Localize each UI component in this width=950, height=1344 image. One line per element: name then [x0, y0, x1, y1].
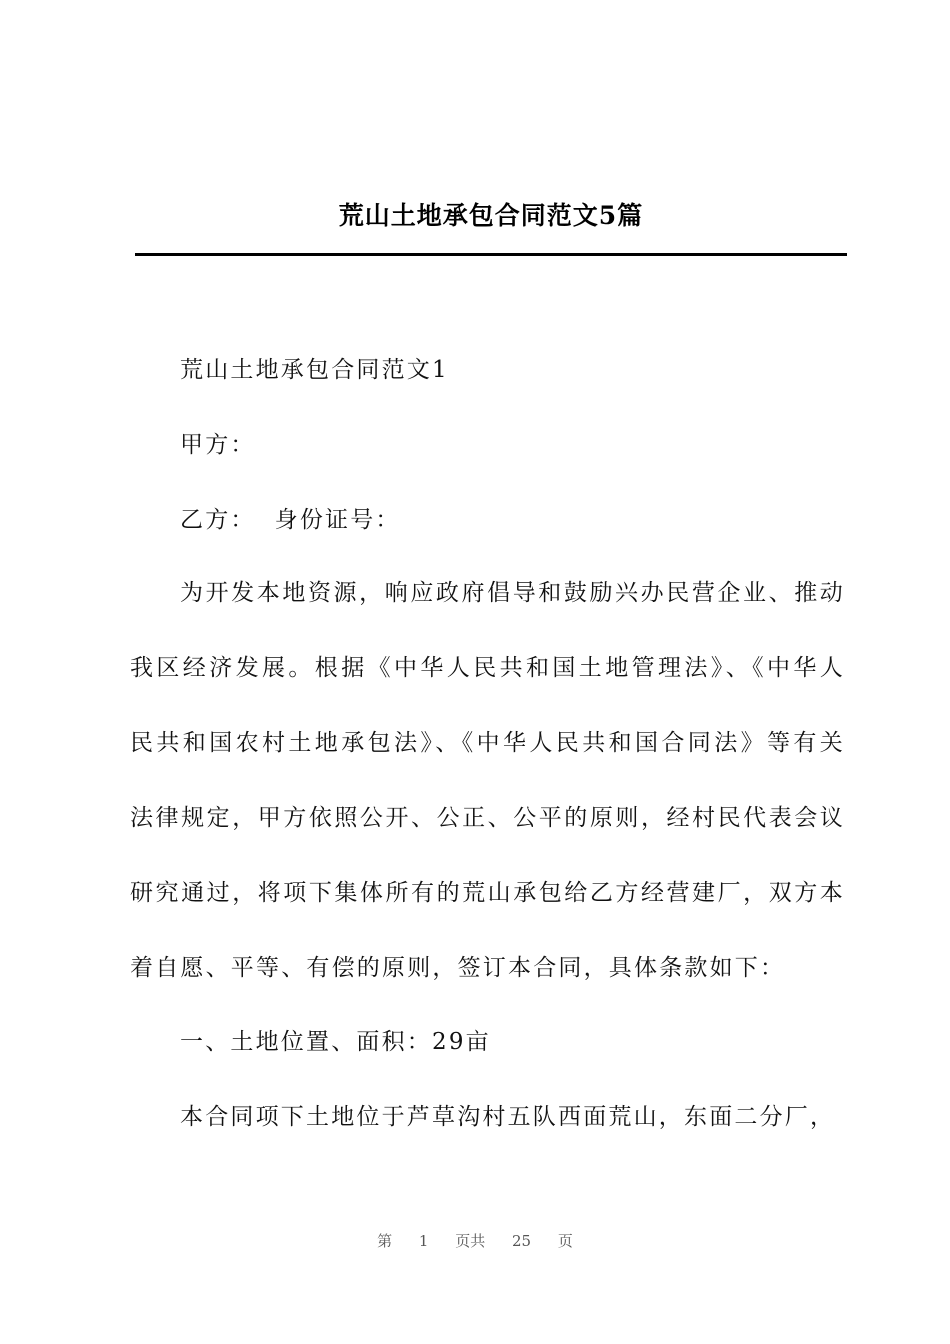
footer-total-pages: 25 — [512, 1232, 532, 1250]
paragraph-line: 法律规定，甲方依照公开、公正、公平的原则，经村民代表会议 — [130, 805, 845, 831]
page-footer — [0, 1230, 950, 1251]
footer-label-of: 页共 — [455, 1232, 486, 1250]
paragraph-line: 着自愿、平等、有偿的原则，签订本合同，具体条款如下： — [130, 955, 786, 981]
footer-page-number: 1 — [418, 1232, 429, 1250]
document-title: 荒山土地承包合同范文5篇 — [338, 201, 644, 230]
party-b-line: 乙方： 身份证号： — [180, 507, 401, 533]
party-a-line: 甲方： — [180, 432, 256, 458]
section-heading: 一、土地位置、面积：29亩 — [180, 1029, 491, 1055]
paragraph-line: 为开发本地资源，响应政府倡导和鼓励兴办民营企业、推动 — [180, 580, 845, 606]
paragraph-line: 研究通过，将项下集体所有的荒山承包给乙方经营建厂，双方本 — [130, 880, 845, 906]
footer-label-end: 页 — [557, 1232, 573, 1250]
paragraph-line: 我区经济发展。根据《中华人民共和国土地管理法》、《中华人 — [130, 655, 845, 681]
paragraph-line: 民共和国农村土地承包法》、《中华人民共和国合同法》等有关 — [130, 730, 845, 756]
contract-subtitle: 荒山土地承包合同范文1 — [180, 357, 449, 383]
paragraph-line: 本合同项下土地位于芦草沟村五队西面荒山，东面二分厂， — [180, 1104, 836, 1130]
footer-label-page: 第 — [377, 1232, 393, 1250]
title-underline — [135, 253, 847, 256]
